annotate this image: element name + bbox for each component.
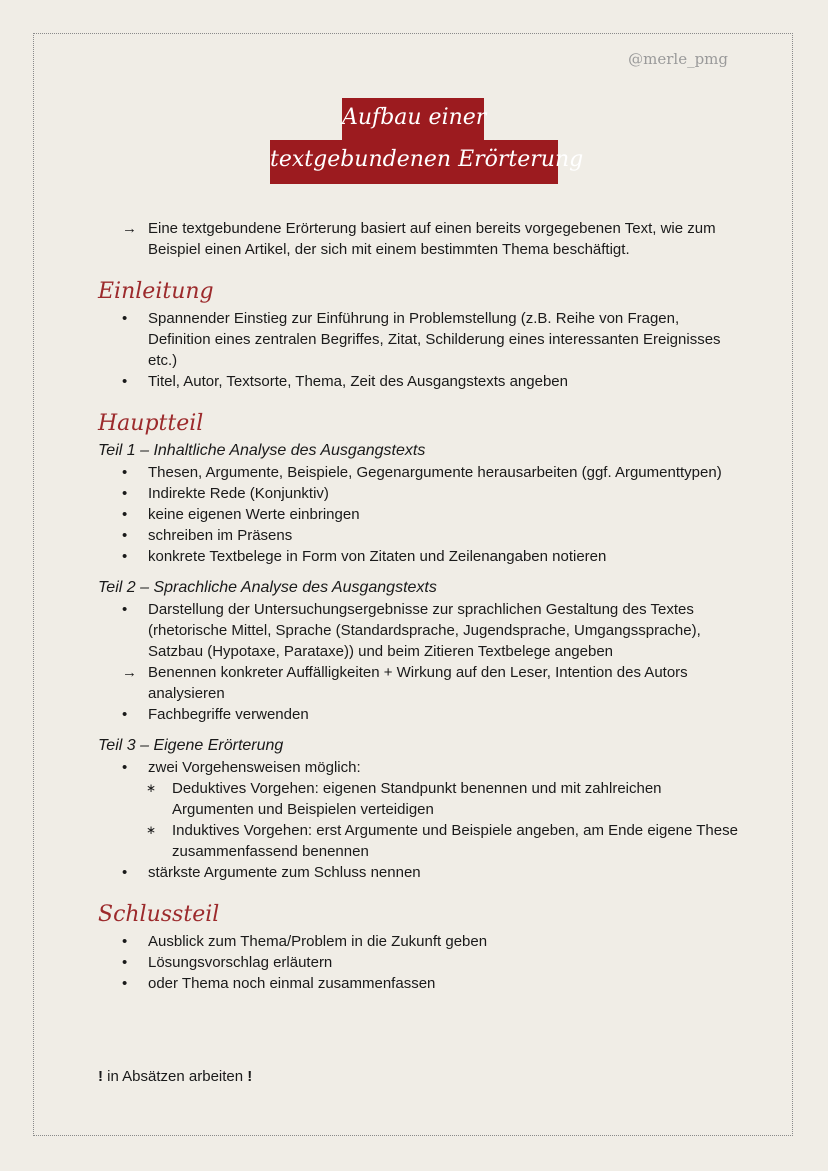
heading-einleitung: Einleitung	[98, 279, 214, 304]
bullet-icon: •	[122, 706, 128, 723]
list-item-text: Benennen konkreter Auffälligkeiten + Wirkung auf den Leser, Intention des Autors analysieren	[148, 664, 688, 702]
intro-item	[98, 218, 738, 260]
document-body	[98, 218, 738, 994]
sub-list-item	[98, 820, 738, 862]
list-item	[98, 599, 738, 662]
bullet-icon: •	[122, 864, 128, 881]
intro-text: Eine textgebundene Erörterung basiert auf einen bereits vorgegebenen Text, wie zum Beispiel einen Artikel, der sich mit einem bestimmten Thema beschäftigt.	[148, 220, 716, 258]
asterisk-icon: ∗	[146, 823, 157, 837]
footnote-text: in Absätzen arbeiten	[103, 1068, 248, 1085]
list-item-text: schreiben im Präsens	[148, 527, 293, 544]
list-item	[98, 483, 738, 504]
bullet-icon: •	[122, 933, 128, 950]
list-item	[98, 952, 738, 973]
bullet-icon: •	[122, 759, 128, 776]
bullet-icon: •	[122, 954, 128, 971]
bullet-icon: •	[122, 975, 128, 992]
arrow-icon: →	[122, 664, 137, 681]
list-item-text: stärkste Argumente zum Schluss nennen	[148, 864, 421, 881]
subheading-teil3: Teil 3 – Eigene Erörterung	[98, 737, 284, 754]
list-item-text: konkrete Textbelege in Form von Zitaten und Zeilenangaben notieren	[148, 548, 607, 565]
list-item-text: Lösungsvorschlag erläutern	[148, 954, 333, 971]
list-item	[98, 662, 738, 704]
list-item	[98, 525, 738, 546]
bullet-icon: •	[122, 527, 128, 544]
exclamation-mark: !	[98, 1068, 103, 1085]
sub-list-item	[98, 778, 738, 820]
title-line-2: textgebundenen Erörterung	[270, 140, 558, 184]
title-line-1: Aufbau einer	[342, 98, 484, 141]
arrow-icon: →	[122, 220, 137, 237]
list-item	[98, 931, 738, 952]
list-item-text: Indirekte Rede (Konjunktiv)	[148, 485, 329, 502]
subheading-teil2: Teil 2 – Sprachliche Analyse des Ausgangstexts	[98, 579, 437, 596]
watermark: @merle_pmg	[628, 50, 728, 68]
bullet-icon: •	[122, 548, 128, 565]
list-item-text: keine eigenen Werte einbringen	[148, 506, 360, 523]
list-item-text: Spannender Einstieg zur Einführung in Problemstellung (z.B. Reihe von Fragen, Definition eines zentralen Begriffes, Zitat, Schilderung eines interessanten Ereignisses etc.)	[148, 310, 721, 369]
list-item	[98, 546, 738, 567]
subheading-teil1: Teil 1 – Inhaltliche Analyse des Ausgangstexts	[98, 442, 426, 459]
list-item-text: Induktives Vorgehen: erst Argumente und Beispiele angeben, am Ende eigene These zusammenfassend benennen	[172, 822, 738, 860]
list-item	[98, 462, 738, 483]
bullet-icon: •	[122, 310, 128, 327]
bullet-icon: •	[122, 506, 128, 523]
list-item	[98, 504, 738, 525]
heading-schlussteil: Schlussteil	[98, 902, 220, 927]
bullet-icon: •	[122, 464, 128, 481]
bullet-icon: •	[122, 601, 128, 618]
list-item-text: oder Thema noch einmal zusammenfassen	[148, 975, 436, 992]
list-item-text: zwei Vorgehensweisen möglich:	[148, 759, 361, 776]
list-item-text: Ausblick zum Thema/Problem in die Zukunft geben	[148, 933, 488, 950]
bullet-icon: •	[122, 373, 128, 390]
list-item	[98, 973, 738, 994]
exclamation-mark-end: !	[247, 1068, 253, 1085]
list-item-text: Deduktives Vorgehen: eigenen Standpunkt benennen und mit zahlreichen Argumenten und Beispielen verteidigen	[172, 780, 662, 818]
list-item-text: Darstellung der Untersuchungsergebnisse zur sprachlichen Gestaltung des Textes (rhetorische Mittel, Sprache (Standardsprache, Jugendsprache, Umgangssprache), Satzbau (Hypotaxe, Parataxe)) und beim Zitieren Textbelege angeben	[148, 601, 701, 660]
list-item-text: Titel, Autor, Textsorte, Thema, Zeit des Ausgangstexts angeben	[148, 373, 568, 390]
list-item-text: Fachbegriffe verwenden	[148, 706, 309, 723]
list-item	[98, 308, 738, 371]
list-item	[98, 757, 738, 778]
heading-hauptteil: Hauptteil	[98, 411, 204, 436]
list-item	[98, 704, 738, 725]
footnote	[98, 1068, 252, 1085]
list-item-text: Thesen, Argumente, Beispiele, Gegenargumente herausarbeiten (ggf. Argumenttypen)	[148, 464, 722, 481]
list-item	[98, 862, 738, 883]
bullet-icon: •	[122, 485, 128, 502]
asterisk-icon: ∗	[146, 781, 157, 795]
list-item	[98, 371, 738, 392]
